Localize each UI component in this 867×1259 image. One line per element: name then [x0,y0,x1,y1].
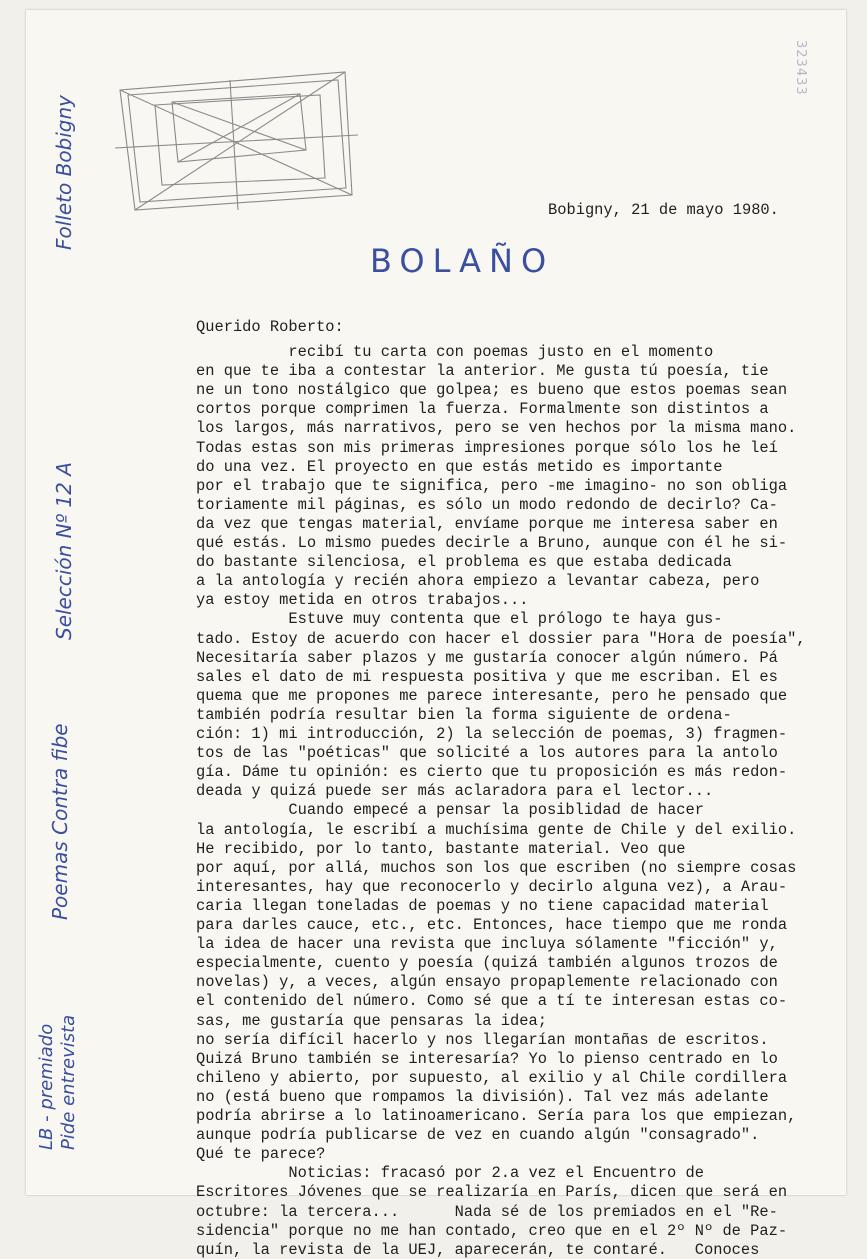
letter-line: ción: 1) mi introducción, 2) la selección de poemas, 3) fragmen- [196,725,788,743]
letter-salutation: Querido Roberto: [196,318,344,336]
letter-line: los largos, más narrativos, pero se ven hechos por la misma mano. [196,419,797,438]
letter-line: en que te iba a contestar la anterior. Me gusta tú poesía, tie [196,362,769,381]
letter-line: por aquí, por allá, muchos son los que escriben (no siempre cosas [196,858,797,877]
letter-line: chileno y abierto, por supuesto, al exilio y al Chile cordillera [196,1068,788,1087]
letter-line: sidencia" porque no me han contado, creo que en el 2º Nº de Paz- [196,1221,788,1240]
letter-line: no (está bueno que rompamos la división). Tal vez más adelante [196,1087,769,1106]
letter-line: quema que me propones me parece interesante, pero he pensado que [196,686,788,705]
margin-note-middle: Selección Nº 12 A [52,462,76,640]
letter-line: He recibido, por lo tanto, bastante material. Veo que [196,839,686,858]
letter-line: Necesitaría saber plazos y me gustaría conocer algún número. Pá [196,648,778,667]
letter-line: también podría resultar bien la forma siguiente de ordena- [196,705,732,724]
letter-line: sas, me gustaría que pensaras la idea; [196,1011,547,1030]
letter-line: el contenido del número. Como sé que a tí te interesan estas co- [196,992,788,1011]
letter-line: la antología, le escribí a muchísima gente de Chile y del exilio. [196,820,797,839]
letter-line: por el trabajo que te significa, pero -me imagino- no son obliga [196,476,788,495]
letter-line: deada y quizá puede ser más aclaradora para el lector... [196,782,714,801]
letter-line: sales el dato de mi respuesta positiva y que me escriban. El es [196,667,778,686]
letter-line: recibí tu carta con poemas justo en el momento [196,343,714,361]
letter-line: octubre: la tercera... Nada sé de los premiados en el "Re- [196,1202,778,1221]
letter-line: tos de las "poéticas" que solicité a los autores para la antolo [196,744,778,763]
letter-line: gía. Dáme tu opinión: es cierto que tu proposición es más redon- [196,763,788,782]
margin-note-top: Folleto Bobigny [52,94,76,250]
pencil-sketch [110,60,370,220]
letter-line: para darles cauce, etc., etc. Entonces, hace tiempo que me ronda [196,916,788,934]
letter-line: cortos porque comprimen la fuerza. Formalmente son distintos a [196,400,769,419]
letter-line: da vez que tengas material, envíame porque me interesa saber en [196,514,778,533]
letter-line: do bastante silenciosa, el problema es que estaba dedicada [196,553,732,572]
letter-line: a la antología y recién ahora empiezo a levantar cabeza, pero [196,572,760,591]
letter-line: ne un tono nostálgico que golpea; es bueno que estos poemas sean [196,381,788,400]
letter-line: Cuando empecé a pensar la posiblidad de hacer [196,801,704,820]
letter-line: tado. Estoy de acuerdo con hacer el dossier para "Hora de poesía", [196,629,806,648]
letter-line: Qué te parece? [196,1145,326,1164]
letter-line: Escritores Jóvenes que se realizaría en París, dicen que será en [196,1183,788,1202]
letter-line: aunque podría publicarse de vez en cuando algún "consagrado". [196,1126,760,1145]
letter-line: Noticias: fracasó por 2.a vez el Encuentro de [196,1164,704,1183]
letter-line: qué estás. Lo mismo puedes decirle a Bruno, aunque con él he si- [196,534,788,552]
letter-line: interesantes, hay que reconocerlo y decirlo alguna vez), a Arau- [196,877,788,896]
handwritten-name: BOLAÑO [370,242,555,280]
letter-line: do una vez. El proyecto en que estás metido es importante [196,457,723,476]
archive-stamp: 323433 [793,40,808,96]
margin-note-bottom: LB - premiado [36,1023,57,1150]
letter-line: Estuve muy contenta que el prólogo te haya gus- [196,610,723,629]
letter-date: Bobigny, 21 de mayo 1980. [548,201,779,219]
letter-line: especialmente, cuento y poesía (quizá también algunos trozos de [196,954,778,973]
letter-line: quín, la revista de la UEJ, aparecerán, te contaré. Conoces [196,1240,760,1259]
margin-note-lower: Poemas Contra fibe [48,723,72,920]
letter-line: podría abrirse a lo latinoamericano. Sería para los que empiezan, [196,1107,797,1125]
letter-line: caria llegan toneladas de poemas y no tiene capacidad material [196,896,769,915]
letter-line: la idea de hacer una revista que incluya sólamente "ficción" y, [196,935,778,954]
margin-note-bottom-2: Pide entrevista [58,1014,79,1150]
letter-line: Quizá Bruno también se interesaría? Yo lo pienso centrado en lo [196,1049,778,1068]
letter-line: novelas) y, a veces, algún ensayo propaplemente relacionado con [196,973,778,992]
letter-line: no sería difícil hacerlo y nos llegarían montañas de escritos. [196,1030,769,1049]
letter-line: ya estoy metida en otros trabajos... [196,591,529,610]
letter-line: toriamente mil páginas, es sólo un modo redondo de decirlo? Ca- [196,495,778,514]
letter-line: Todas estas son mis primeras impresiones porque sólo los he leí [196,438,778,457]
